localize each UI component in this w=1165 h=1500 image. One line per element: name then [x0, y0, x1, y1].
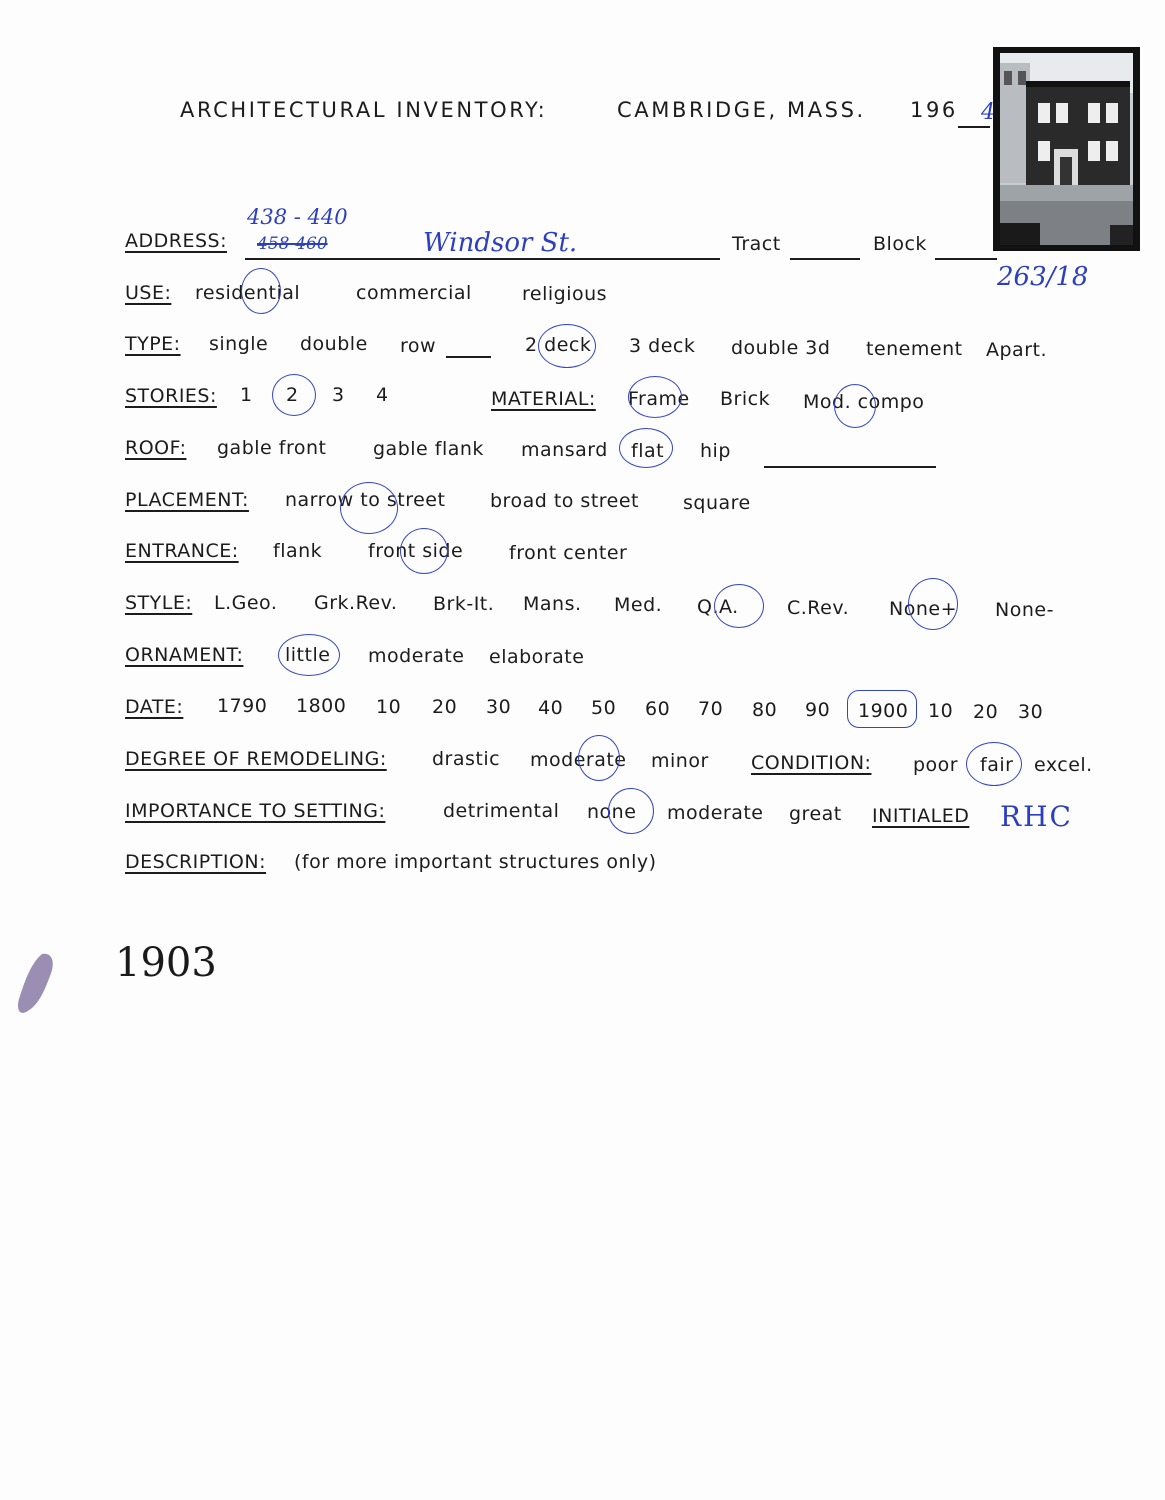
remodeling-selection-circle: [578, 735, 620, 781]
type-option-3-deck: 3 deck: [629, 335, 696, 357]
material-label: MATERIAL:: [491, 388, 596, 410]
initialed-label: INITIALED: [872, 805, 970, 827]
style-option-l-geo: L.Geo.: [214, 592, 278, 614]
remodeling-option-minor: minor: [651, 750, 709, 772]
stories-option-4: 4: [376, 384, 389, 406]
condition-label: CONDITION:: [751, 752, 872, 774]
material-selection-circle-frame: [628, 376, 682, 418]
use-label: USE:: [125, 282, 172, 304]
stories-option-3: 3: [332, 384, 345, 406]
ink-stain-mark: [12, 948, 60, 1020]
date-option-50: 50: [591, 697, 617, 719]
entrance-selection-circle: [400, 528, 448, 574]
stories-selection-circle: [272, 374, 316, 416]
form-title: ARCHITECTURAL INVENTORY:: [180, 98, 548, 122]
importance-selection-circle: [608, 788, 654, 834]
entrance-option-flank: flank: [273, 540, 323, 562]
importance-label: IMPORTANCE TO SETTING:: [125, 800, 386, 822]
material-option-frame: Frame: [628, 388, 690, 410]
date-option-90: 90: [805, 699, 831, 721]
importance-option-great: great: [789, 803, 842, 825]
roof-option-hip: hip: [700, 440, 731, 462]
type-option-row: row: [400, 335, 437, 357]
date-option-1920: 20: [973, 701, 999, 723]
style-option-none-plus: None+: [889, 598, 957, 620]
roof-option-mansard: mansard: [521, 439, 608, 461]
entrance-option-front-side: front side: [368, 540, 464, 562]
date-option-10: 10: [376, 696, 402, 718]
roof-option-flat: flat: [631, 440, 665, 462]
roof-option-gable-flank: gable flank: [373, 438, 484, 460]
form-year-handwritten: 4: [981, 100, 995, 125]
date-selection-bracket: [847, 690, 917, 728]
type-option-2-deck: 2 deck: [525, 334, 592, 356]
placement-label: PLACEMENT:: [125, 489, 249, 511]
stories-option-1: 1: [240, 384, 253, 406]
date-option-20: 20: [432, 696, 458, 718]
entrance-label: ENTRANCE:: [125, 540, 239, 562]
date-option-80: 80: [752, 699, 778, 721]
description-label: DESCRIPTION:: [125, 851, 267, 873]
ornament-label: ORNAMENT:: [125, 644, 244, 666]
type-option-apart: Apart.: [986, 339, 1048, 361]
style-option-grk-rev: Grk.Rev.: [314, 592, 398, 614]
block-label: Block: [873, 233, 927, 255]
tract-line: [790, 258, 860, 260]
tract-label: Tract: [732, 233, 781, 255]
block-value: 263/18: [997, 262, 1089, 292]
style-selection-circle-qa: [714, 584, 764, 628]
address-number-struck: 458-460: [257, 234, 328, 254]
style-label: STYLE:: [125, 592, 193, 614]
watermark-bleed-1: [330, 878, 346, 913]
ornament-option-moderate: moderate: [368, 645, 465, 667]
style-option-c-rev: C.Rev.: [787, 597, 850, 619]
importance-option-detrimental: detrimental: [443, 800, 560, 822]
material-selection-circle-compo: [834, 384, 876, 428]
style-option-brk-it: Brk-It.: [433, 593, 495, 615]
roof-option-gable-front: gable front: [217, 437, 327, 459]
address-line: [245, 258, 720, 260]
block-line: [935, 258, 997, 260]
ornament-selection-circle: [278, 634, 340, 676]
date-option-1930: 30: [1018, 701, 1044, 723]
placement-selection-circle: [340, 482, 398, 534]
placement-option-narrow: narrow to street: [285, 489, 446, 511]
ornament-option-elaborate: elaborate: [489, 646, 585, 668]
description-handwritten-year: 1903: [115, 940, 217, 986]
address-street: Windsor St.: [423, 228, 578, 258]
building-photo: [993, 47, 1140, 251]
house-image: [1000, 53, 1133, 245]
type-option-double-3d: double 3d: [731, 337, 831, 359]
placement-option-broad: broad to street: [490, 490, 640, 512]
remodeling-label: DEGREE OF REMODELING:: [125, 748, 387, 770]
year-line: [958, 126, 990, 128]
use-option-residential: residential: [195, 282, 301, 304]
stories-label: STORIES:: [125, 385, 217, 407]
importance-option-moderate: moderate: [667, 802, 764, 824]
style-option-mans: Mans.: [523, 593, 582, 615]
remodeling-option-moderate: moderate: [530, 749, 627, 771]
style-option-none-minus: None-: [995, 599, 1054, 621]
placement-option-square: square: [683, 492, 751, 514]
type-option-double: double: [300, 333, 368, 355]
style-selection-circle-none: [908, 578, 958, 630]
importance-option-none: none: [587, 801, 637, 823]
condition-selection-circle: [966, 742, 1022, 786]
remodeling-option-drastic: drastic: [432, 748, 501, 770]
date-option-40: 40: [538, 697, 564, 719]
stories-option-2: 2: [286, 384, 299, 406]
date-option-1800: 1800: [296, 695, 347, 717]
type-selection-circle: [538, 324, 596, 368]
date-option-70: 70: [698, 698, 724, 720]
initialed-value: RHC: [1000, 800, 1073, 833]
style-option-med: Med.: [614, 594, 663, 616]
roof-other-line: [764, 466, 936, 468]
style-option-qa: Q.A.: [697, 596, 739, 618]
form-location: CAMBRIDGE, MASS.: [617, 98, 866, 122]
use-option-commercial: commercial: [356, 282, 472, 304]
date-option-1900: 1900: [858, 700, 909, 722]
date-option-30: 30: [486, 696, 512, 718]
type-row-line: [446, 356, 491, 358]
condition-option-excel: excel.: [1034, 754, 1093, 776]
condition-option-fair: fair: [980, 754, 1014, 776]
date-option-1790: 1790: [217, 695, 268, 717]
date-label: DATE:: [125, 696, 184, 718]
condition-option-poor: poor: [913, 754, 959, 776]
material-option-brick: Brick: [720, 388, 771, 410]
address-number: 438 - 440: [247, 205, 348, 229]
description-note: (for more important structures only): [294, 851, 657, 873]
roof-selection-circle: [619, 428, 673, 468]
type-option-single: single: [209, 333, 269, 355]
address-label: ADDRESS:: [125, 230, 227, 252]
material-option-mod-compo: Mod. compo: [803, 391, 925, 413]
use-selection-circle: [241, 268, 281, 314]
roof-label: ROOF:: [125, 437, 187, 459]
entrance-option-front-center: front center: [509, 542, 628, 564]
type-label: TYPE:: [125, 333, 181, 355]
date-option-1910: 10: [928, 700, 954, 722]
type-option-tenement: tenement: [866, 338, 963, 360]
ornament-option-little: little: [285, 644, 331, 666]
use-option-religious: religious: [522, 283, 608, 305]
form-year-prefix: 196: [910, 98, 958, 122]
date-option-60: 60: [645, 698, 671, 720]
